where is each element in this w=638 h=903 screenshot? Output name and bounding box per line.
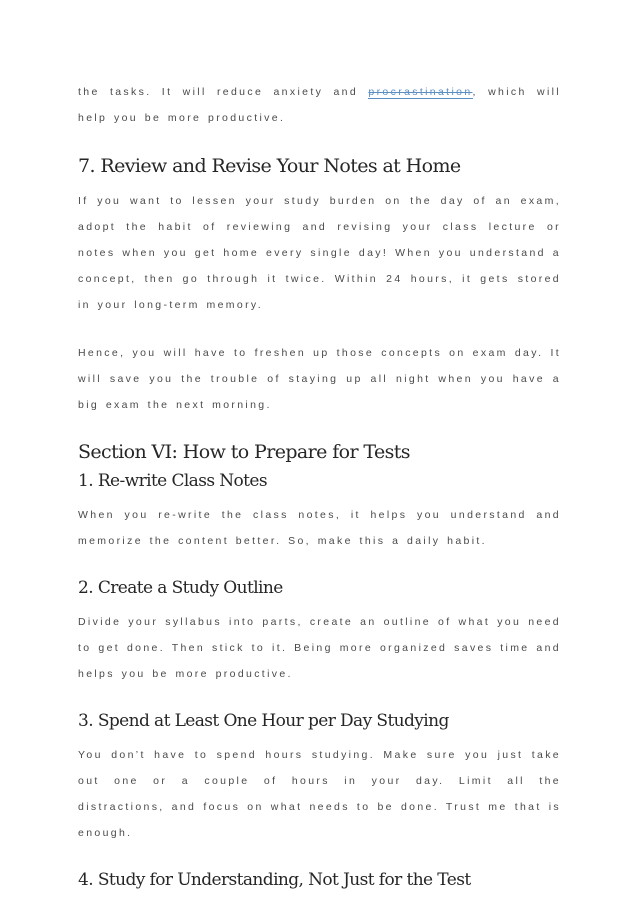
procrastination-link[interactable]: procrastination	[368, 86, 473, 98]
intro-paragraph	[78, 79, 561, 131]
paragraph-rewrite-notes: When you re-write the class notes, it helps you understand and memorize the content better. So, make this a daily habit.	[78, 509, 561, 547]
intro-text-before: the tasks. It will reduce anxiety and	[78, 86, 369, 98]
intro-text-after: , which will help you be more productive.	[78, 86, 561, 124]
heading-rewrite-notes: 1. Re-write Class Notes	[78, 471, 267, 491]
heading-study-outline: 2. Create a Study Outline	[78, 578, 283, 598]
section-heading-tests: Section VI: How to Prepare for Tests	[78, 441, 410, 463]
heading-understanding: 4. Study for Understanding, Not Just for the Test	[78, 870, 471, 890]
paragraph-study-outline: Divide your syllabus into parts, create an outline of what you need to get done. Then stick to it. Being more organized saves time and helps you be more productive.	[78, 616, 561, 680]
heading-review-revise: 7. Review and Revise Your Notes at Home	[78, 155, 461, 177]
paragraph-review-1: If you want to lessen your study burden on the day of an exam, adopt the habit of reviewing and revising your class lecture or notes when you get home every single day! When you understand a concept, then go through it twice. Within 24 hours, it gets stored in your long-term memory.	[78, 195, 561, 311]
paragraph-review-2: Hence, you will have to freshen up those concepts on exam day. It will save you the trouble of staying up all night when you have a big exam the next morning.	[78, 347, 561, 411]
document-page	[78, 79, 561, 893]
heading-one-hour: 3. Spend at Least One Hour per Day Studying	[78, 711, 449, 731]
paragraph-one-hour: You don’t have to spend hours studying. Make sure you just take out one or a couple of hours in your day. Limit all the distractions, and focus on what needs to be done. Trust me that is enough.	[78, 749, 561, 839]
